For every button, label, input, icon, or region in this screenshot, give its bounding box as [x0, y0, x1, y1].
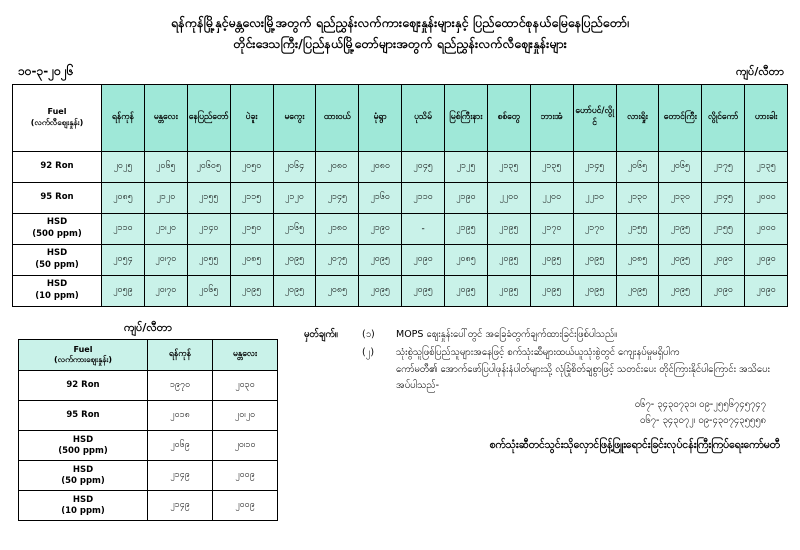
- price-cell: ၂၀၅၀: [230, 151, 273, 182]
- price-cell: ၂၁၂၀: [144, 182, 187, 213]
- row-label: [19, 491, 148, 521]
- column-header-label: ပုသိမ်: [414, 111, 433, 122]
- price-cell: ၂၀၊၂၀: [213, 401, 278, 431]
- row-label: [13, 151, 102, 182]
- row-label: [19, 461, 148, 491]
- column-header-label: ဟော်ပင်/လွိုင်: [575, 106, 614, 128]
- price-cell: ၂၁၂၅: [445, 151, 488, 182]
- column-header-city: [573, 84, 616, 151]
- document-date: ၁၀-၃-၂၀၂၆: [18, 63, 74, 78]
- price-cell: ၂၀၅၅: [187, 244, 230, 275]
- column-header-label: မန္တလေး: [153, 111, 178, 122]
- price-cell: ၂၀၂၅: [102, 151, 145, 182]
- price-cell: ၂၁၇၀: [573, 213, 616, 244]
- price-cell: ၂၀၉၅: [487, 275, 530, 306]
- price-cell: ၂၀၈၅: [445, 244, 488, 275]
- price-cell: ၂၀၅၉: [102, 275, 145, 306]
- row-label-line-1: HSD: [72, 434, 94, 445]
- price-cell: ၂၁၆၅: [273, 213, 316, 244]
- price-cell: ၂၀၃၀: [213, 371, 278, 401]
- price-cell: ၂၀၈၅: [316, 275, 359, 306]
- fuel-header-line-2: (လက်လီဈေးနှုန်း): [30, 117, 84, 127]
- column-header-city: ရန်ကုန်: [148, 339, 213, 371]
- price-cell: ၂၀၆၉: [148, 431, 213, 461]
- price-cell: ၂၀၀၉: [213, 461, 278, 491]
- price-cell: ၂၁၁၀: [402, 182, 445, 213]
- column-header-label: တောင်ကြီး: [663, 111, 697, 122]
- price-cell: ၂၀၈၀: [359, 151, 402, 182]
- row-label: [13, 244, 102, 275]
- price-cell: ၂၀၉၀: [745, 244, 788, 275]
- price-cell: ၂၀၉၀: [402, 244, 445, 275]
- price-cell: ၂၀၉၅: [273, 275, 316, 306]
- price-cell: ၂၁၄၅: [573, 151, 616, 182]
- table-row: [19, 401, 278, 431]
- column-header-label: ဘားအံ: [540, 111, 563, 122]
- table-row: [13, 275, 788, 306]
- price-cell: ၂၀၊၁၀: [213, 431, 278, 461]
- price-cell: ၂၁၉၀: [445, 182, 488, 213]
- price-cell: ၂၀၉၅: [230, 275, 273, 306]
- row-label-line-1: 92 Ron: [40, 160, 74, 171]
- lower-section: [12, 321, 788, 522]
- price-cell: ၂၀၉၅: [616, 275, 659, 306]
- price-cell: ၂၁၉၀: [359, 213, 402, 244]
- column-header-city: [102, 84, 145, 151]
- wholesale-price-table: [18, 339, 278, 522]
- column-header-city: [702, 84, 745, 151]
- row-label: [19, 371, 148, 401]
- title-line-1: ရန်ကုန်မြို့နှင့်မန္တလေးမြို့အတွက် ရည်ညွှန်းလက်ကားဈေးနှုန်းများနှင့် ပြည်ထောင်စုနယ်မြေနေပြည်တော်၊: [170, 15, 630, 30]
- column-header-city: [144, 84, 187, 151]
- fuel-column-header: [13, 84, 102, 151]
- price-cell: ၂၀၉၀: [702, 244, 745, 275]
- column-header-city: [402, 84, 445, 151]
- row-label-line-1: HSD: [72, 464, 94, 475]
- price-cell: ၂၁၄၉: [148, 491, 213, 521]
- column-header-label: မြစ်ကြီးနား: [449, 111, 483, 122]
- note-number: (၂): [362, 347, 375, 359]
- column-header-label: ဟားခါး: [754, 111, 778, 122]
- row-label-line-2: (500 ppm): [58, 445, 108, 456]
- note-item: [304, 345, 784, 395]
- price-cell: ၂၀၈၀: [316, 151, 359, 182]
- price-cell: ၂၀၉၅: [445, 275, 488, 306]
- column-header-label: စစ်တွေ: [497, 111, 521, 122]
- column-header-city: မန္တလေး: [213, 339, 278, 371]
- price-cell: ၂၂၁၀: [573, 182, 616, 213]
- price-cell: ၂၀၆၅: [187, 275, 230, 306]
- column-header-city: [316, 84, 359, 151]
- price-cell: ၂၁၅၅: [616, 213, 659, 244]
- price-cell: ၂၀၅၄: [102, 244, 145, 275]
- column-header-label: မုံရွာ: [373, 111, 387, 122]
- price-cell: ၂၀၈၅: [230, 244, 273, 275]
- price-cell: ၂၁၉၅: [487, 213, 530, 244]
- row-label: [13, 213, 102, 244]
- contact-phone-line: ဝ၆၇- ၃၄၃၀၇၃၁၊ ဝ၉-၂၅၅၆၇၄၅၇၄၇: [634, 399, 766, 410]
- price-cell: -: [402, 213, 445, 244]
- price-cell: ၂၀၉၅: [359, 275, 402, 306]
- table-header-row: [19, 339, 278, 371]
- column-header-label: နေပြည်တော်: [188, 111, 229, 122]
- price-cell: ၁၉၇၀: [148, 371, 213, 401]
- column-header-city: [530, 84, 573, 151]
- table-row: [19, 461, 278, 491]
- table-row: [19, 491, 278, 521]
- table-row: [19, 431, 278, 461]
- price-cell: ၂၀၉၅: [530, 275, 573, 306]
- price-cell: ၂၀၀၉: [213, 491, 278, 521]
- table-row: [13, 151, 788, 182]
- price-cell: ၂၀၉၀: [702, 275, 745, 306]
- note-text: သုံးစွဲသူဖြစ်ပြည်သူများအနေဖြင့် စက်သုံးဆီများထယ်ယူသုံးစွဲတွင် ကျေးနပ်မှုမရှိပါက: [396, 347, 680, 359]
- column-header-label: ရန်ကုန်: [111, 111, 134, 122]
- price-cell: ၂၁၃၅: [745, 151, 788, 182]
- price-cell: ၂၁၅၅: [187, 182, 230, 213]
- price-cell: ၂၁၄၉: [148, 461, 213, 491]
- fuel-header-line-2: (လက်ကားဈေးနှုန်း): [53, 354, 113, 364]
- notes-section: [288, 321, 788, 522]
- price-cell: ၂၀၉၅: [402, 275, 445, 306]
- table-row: [19, 371, 278, 401]
- price-cell: ၂၀၊၇၀: [144, 244, 187, 275]
- price-cell: ၂၁၇၅: [702, 151, 745, 182]
- price-cell: ၂၀၆၅: [659, 151, 702, 182]
- price-cell: ၂၁၂၀: [273, 182, 316, 213]
- notes-label: မှတ်ချက်။: [304, 328, 338, 340]
- row-label: [13, 182, 102, 213]
- row-label-line-1: HSD: [46, 217, 68, 228]
- price-cell: ၂၁၁၅: [230, 182, 273, 213]
- contact-phone-line: ဝ၆၇- ၃၄၃၀၇၂၊ ဝ၉-၄၃၀၇၄၃၅၅၅၈: [639, 415, 766, 427]
- row-label-line-2: (50 ppm): [35, 259, 79, 270]
- column-header-city: [359, 84, 402, 151]
- price-cell: ၂၀၉၅: [359, 244, 402, 275]
- column-header-city: [187, 84, 230, 151]
- price-cell: ၂၁၄၅: [702, 182, 745, 213]
- table-row: [13, 244, 788, 275]
- note-item: [304, 327, 784, 344]
- row-label: [19, 401, 148, 431]
- header-title-block: [12, 12, 788, 55]
- column-header-label: ထားဝယ်: [323, 111, 351, 122]
- fuel-header-line-1: Fuel: [73, 344, 93, 354]
- price-cell: ၂၀၉၅: [573, 244, 616, 275]
- title-line-2: တိုင်းဒေသကြီး/ပြည်နယ်မြို့တော်များအတွက် ရည်ညွှန်းလက်လီဈေးနှုန်းများ: [233, 36, 567, 52]
- note-text-group: [396, 345, 784, 395]
- small-table-unit: ကျပ်/လီတာ: [124, 320, 172, 334]
- main-table-unit: ကျပ်/လီတာ: [736, 64, 784, 78]
- price-cell: ၂၁၈၀: [316, 213, 359, 244]
- issuing-organization: စက်သုံးဆီတင်သွင်းသိုလှောင်ဖြန့်ဖြူးရောင်းခြင်းလုပ်ငန်းကြီးကြပ်ရေးကော်မတီ: [489, 439, 780, 452]
- column-header-city: [659, 84, 702, 151]
- table-header-row: [13, 84, 788, 151]
- price-cell: ၂၀၉၅: [273, 244, 316, 275]
- column-header-city: [445, 84, 488, 151]
- column-header-label: လားရှိုး: [627, 111, 648, 122]
- price-cell: ၂၁၉၅: [445, 213, 488, 244]
- price-cell: ၂၀၊၇၀: [144, 275, 187, 306]
- row-label: [19, 431, 148, 461]
- price-cell: ၂၁၊၂၀: [144, 213, 187, 244]
- price-cell: ၂၀၉၅: [659, 275, 702, 306]
- retail-price-table: [12, 84, 788, 307]
- price-cell: ၂၀၉၀: [745, 275, 788, 306]
- price-cell: ၂၁၃၀: [616, 182, 659, 213]
- column-header-city: [273, 84, 316, 151]
- price-cell: ၂၀၆၅: [144, 151, 187, 182]
- price-cell: ၂၁၃၅: [487, 151, 530, 182]
- price-cell: ၂၀၆၄: [273, 151, 316, 182]
- price-cell: ၂၁၃၀: [659, 182, 702, 213]
- price-cell: ၂၁၁၀: [102, 213, 145, 244]
- price-cell: ၂၀၉၅: [659, 244, 702, 275]
- table-row: [13, 213, 788, 244]
- price-cell: ၂၀၇၅: [316, 244, 359, 275]
- price-cell: ၂၁၇၀: [530, 213, 573, 244]
- price-cell: ၂၁၃၅: [530, 151, 573, 182]
- column-header-city: [745, 84, 788, 151]
- price-cell: ၂၁၄၅: [316, 182, 359, 213]
- price-cell: ၂၁၅၅: [702, 213, 745, 244]
- price-cell: ၂၁၄၀: [187, 213, 230, 244]
- row-label-line-1: 95 Ron: [66, 410, 100, 421]
- column-header-label: ပဲခူး: [245, 111, 258, 122]
- column-header-label: လွိုင်ကော်: [708, 111, 739, 122]
- fuel-header-line-1: Fuel: [47, 107, 67, 117]
- row-label-line-2: (50 ppm): [61, 475, 105, 486]
- price-cell: ၂၁၉၅: [659, 213, 702, 244]
- note-text: MOPS ဈေးနှုန်းပေါ်တွင် အခြေခံတွက်ချက်ထားခြင်းဖြစ်ပါသည်။: [396, 328, 618, 340]
- price-cell: ၂၀၈၅: [102, 182, 145, 213]
- price-cell: ၂၂၀၀: [487, 182, 530, 213]
- price-cell: ၂၀၁၈: [148, 401, 213, 431]
- meta-row: [12, 63, 788, 81]
- notes-label-spacer: [304, 345, 362, 395]
- column-header-city: [230, 84, 273, 151]
- note-text-extra: ကော်မတီ၏ အောက်ဖော်ပြပါဖုန်းနံပါတ်များသို့ လုံခြုံစိတ်ချစွာဖြင့် သတင်းပေး တိုင်ကြားနိုင်ပါကြောင်း အသိပေးအပ်ပါသည်-: [396, 363, 770, 392]
- price-cell: ၂၀၉၅: [487, 244, 530, 275]
- note-number: (၁): [362, 328, 375, 340]
- row-label-line-2: (10 ppm): [61, 505, 105, 516]
- wholesale-section: [12, 321, 288, 522]
- price-cell: ၂၁၆၀: [359, 182, 402, 213]
- price-cell: ၂၀၆၀၅: [187, 151, 230, 182]
- price-cell: ၂၀၀၀: [745, 182, 788, 213]
- table-row: [13, 182, 788, 213]
- price-cell: ၂၀၆၅: [616, 151, 659, 182]
- price-cell: ၂၀၉၅: [573, 275, 616, 306]
- price-cell: ၂၂၀၀: [530, 182, 573, 213]
- column-header-city: [487, 84, 530, 151]
- row-label: [13, 275, 102, 306]
- column-header-city: [616, 84, 659, 151]
- row-label-line-2: (10 ppm): [35, 290, 79, 301]
- price-cell: ၂၀၄၅: [402, 151, 445, 182]
- price-cell: ၂၀၀၀: [745, 213, 788, 244]
- column-header-label: မကွေး: [284, 111, 305, 122]
- price-cell: ၂၀၉၅: [530, 244, 573, 275]
- row-label-line-1: 92 Ron: [66, 380, 100, 391]
- row-label-line-2: (500 ppm): [32, 228, 82, 239]
- fuel-column-header: [19, 339, 148, 371]
- row-label-line-1: HSD: [46, 279, 68, 290]
- row-label-line-1: 95 Ron: [40, 191, 74, 202]
- price-cell: ၂၀၈၅: [616, 244, 659, 275]
- row-label-line-1: HSD: [72, 494, 94, 505]
- row-label-line-1: HSD: [46, 248, 68, 259]
- price-cell: ၂၁၅၀: [230, 213, 273, 244]
